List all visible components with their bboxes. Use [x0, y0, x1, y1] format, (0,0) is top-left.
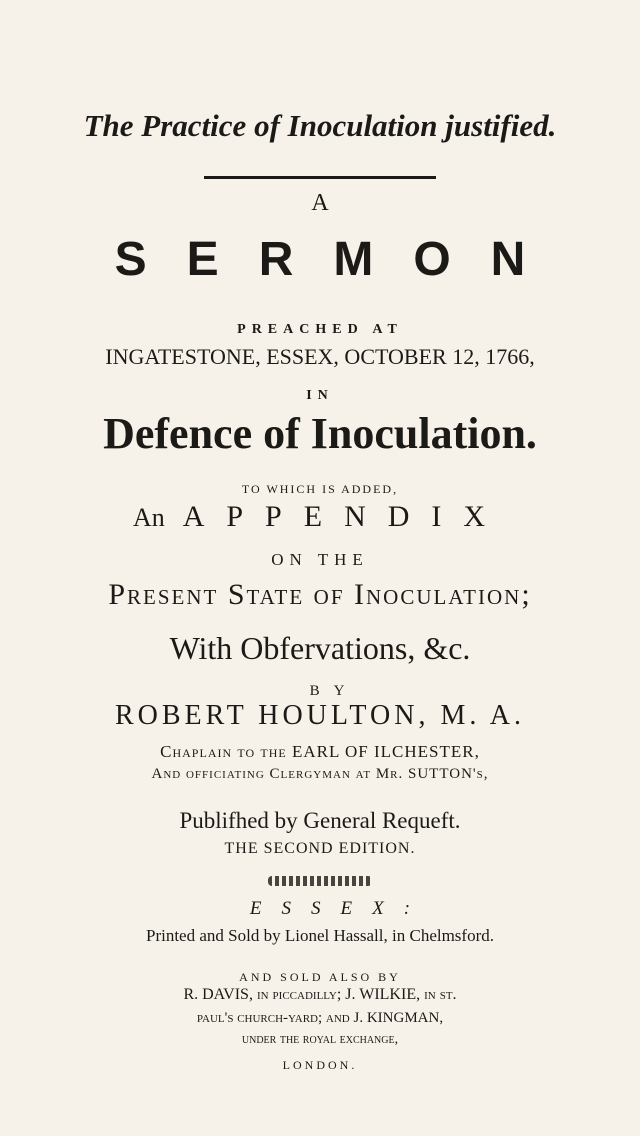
also-sold-label: AND SOLD ALSO BY — [239, 970, 401, 984]
defence-heading: Defence of Inoculation. — [103, 409, 537, 458]
appendix-line — [0, 500, 640, 534]
doc-type-heading: SERMON — [114, 233, 566, 286]
by-label: BY — [309, 683, 359, 699]
published-note: Publifhed by General Requeft. — [179, 808, 461, 833]
on-the-label: ON THE — [271, 550, 369, 569]
author-name: ROBERT HOULTON, M. A. — [114, 700, 526, 731]
title-rule — [204, 176, 436, 179]
booksellers-line-3: under the royal exchange, — [241, 1032, 399, 1047]
booksellers-line-2: paul's church-yard; and J. KINGMAN, — [196, 1010, 444, 1026]
imprint-city: LONDON. — [282, 1058, 358, 1072]
present-state-heading: Present State of Inoculation; — [108, 578, 532, 611]
appendix-word: APPENDIX — [182, 500, 508, 533]
to-which-added: TO WHICH IS ADDED, — [241, 482, 399, 496]
author-officiating: And officiating Clergyman at Mr. SUTTON's, — [151, 766, 489, 782]
appendix-article: An — [132, 503, 165, 532]
preached-at-label: PREACHED AT — [237, 322, 403, 337]
observations-line: With Obfervations, &c. — [169, 630, 471, 666]
printer-line: Printed and Sold by Lionel Hassall, in Chelmsford. — [146, 926, 494, 945]
book-title: The Practice of Inoculation justified. — [83, 108, 557, 143]
doc-type-article: A — [311, 190, 329, 216]
in-label: IN — [306, 388, 334, 403]
imprint-place: ESSEX: — [249, 898, 431, 919]
author-chaplaincy: Chaplain to the EARL OF ILCHESTER, — [160, 742, 480, 761]
place-and-date: INGATESTONE, ESSEX, OCTOBER 12, 1766, — [105, 344, 535, 369]
booksellers-line-1: R. DAVIS, in piccadilly; J. WILKIE, in st. — [183, 986, 457, 1003]
ornament-divider — [268, 876, 372, 886]
edition-label: THE SECOND EDITION. — [224, 840, 416, 857]
